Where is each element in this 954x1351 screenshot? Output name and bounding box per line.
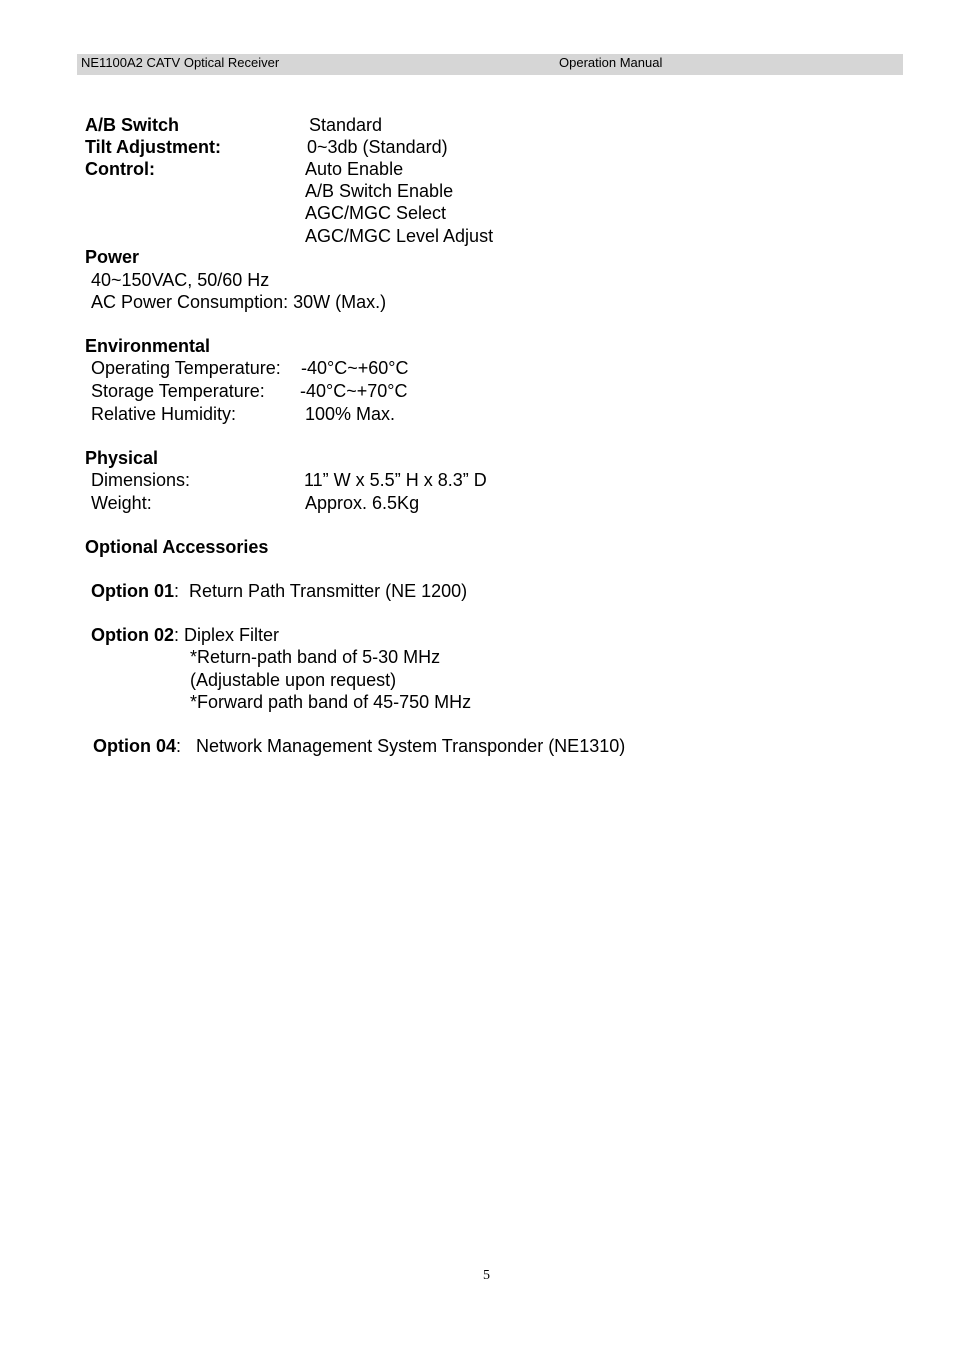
ab-switch-value: Standard xyxy=(309,115,383,135)
option-04-text: Network Management System Transponder (NE1310) xyxy=(196,736,626,756)
tilt-adjustment-value: 0~3db (Standard) xyxy=(307,137,448,157)
option-04-line xyxy=(93,735,625,757)
power-heading: Power xyxy=(85,247,140,267)
physical-heading: Physical xyxy=(85,448,159,468)
operating-temperature-value: -40°C~+60°C xyxy=(301,358,409,378)
option-04-separator: : xyxy=(176,736,197,756)
option-01-label: Option 01 xyxy=(91,581,175,601)
option-02-separator: : xyxy=(174,625,185,645)
dimensions-label: Dimensions: xyxy=(91,470,191,490)
relative-humidity-label: Relative Humidity: xyxy=(91,404,237,424)
option-02-label: Option 02 xyxy=(91,625,175,645)
dimensions-value: 11” W x 5.5” H x 8.3” D xyxy=(304,470,487,490)
option-02-line xyxy=(91,624,279,646)
control-value: AGC/MGC Level Adjust xyxy=(305,226,494,246)
control-label: Control: xyxy=(85,159,155,179)
page-number: 5 xyxy=(483,1268,490,1283)
control-value: AGC/MGC Select xyxy=(305,203,447,223)
weight-label: Weight: xyxy=(91,493,152,513)
header-document-type: Operation Manual xyxy=(559,55,663,70)
power-input-line: 40~150VAC, 50/60 Hz xyxy=(91,270,270,290)
option-01-text: Return Path Transmitter (NE 1200) xyxy=(189,581,468,601)
option-02-text: Diplex Filter xyxy=(184,625,280,645)
storage-temperature-label: Storage Temperature: xyxy=(91,381,265,401)
header-product-title: NE1100A2 CATV Optical Receiver xyxy=(81,55,280,70)
control-value: A/B Switch Enable xyxy=(305,181,454,201)
tilt-adjustment-label: Tilt Adjustment: xyxy=(85,137,221,157)
option-04-label: Option 04 xyxy=(93,736,177,756)
relative-humidity-value: 100% Max. xyxy=(305,404,396,424)
operating-temperature-label: Operating Temperature: xyxy=(91,358,281,378)
power-consumption-line: AC Power Consumption: 30W (Max.) xyxy=(91,292,387,312)
option-02-detail: *Return-path band of 5-30 MHz xyxy=(190,647,441,667)
control-value: Auto Enable xyxy=(305,159,404,179)
environmental-heading: Environmental xyxy=(85,336,211,356)
option-01-separator: : xyxy=(174,581,190,601)
option-02-detail: *Forward path band of 45-750 MHz xyxy=(190,692,472,712)
optional-accessories-heading: Optional Accessories xyxy=(85,537,269,557)
option-02-detail: (Adjustable upon request) xyxy=(190,670,397,690)
ab-switch-label: A/B Switch xyxy=(85,115,180,135)
option-01-line xyxy=(91,580,467,602)
storage-temperature-value: -40°C~+70°C xyxy=(300,381,408,401)
weight-value: Approx. 6.5Kg xyxy=(305,493,420,513)
